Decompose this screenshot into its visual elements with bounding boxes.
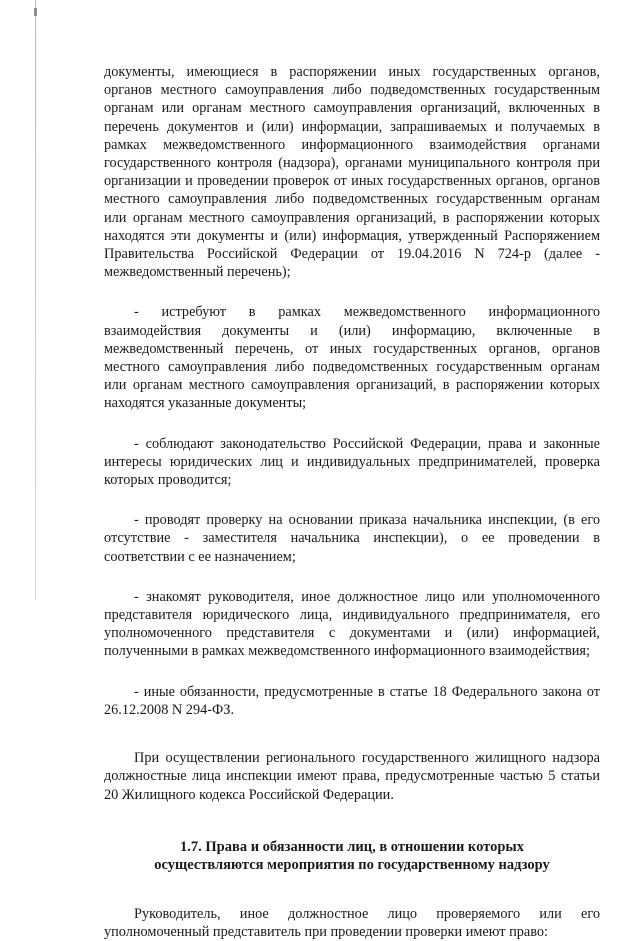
document-page — [104, 63, 600, 941]
intro-paragraph: документы, имеющиеся в распоряжении иных государственных органов, органов местного самоуправления либо подведомственных государственным органам или органам местного самоуправления организаций, включенных в перечень документов и (или) информации, запрашиваемых и получаемых в рамках межведомственного информационного взаимодействия органами государственного контроля (надзора), органами муниципального контроля при организации и проведении проверок от иных государственных органов, органов местного самоуправления либо подведомственных государственным органам или органам местного самоуправления организаций, в распоряжении которых находятся эти документы и (или) информация, утвержденный Распоряжением Правительства Российской Федерации от 19.04.2016 N 724-р (далее - межведомственный перечень); — [104, 64, 600, 281]
section-heading — [104, 838, 600, 875]
closing-paragraph: Руководитель, иное должностное лицо проверяемого или его уполномоченный представитель при проведении проверки имеют право: — [104, 905, 600, 940]
section-heading-line1: 1.7. Права и обязанности лиц, в отношении которых — [180, 838, 524, 855]
list-item-other-duties: - иные обязанности, предусмотренные в статье 18 Федерального закона от 26.12.2008 N 294-ФЗ. — [104, 683, 600, 718]
list-item-request-documents: - истребуют в рамках межведомственного информационного взаимодействия документы и (или) информацию, включенные в межведомственный перечень, от иных государственных органов, органов местного самоуправления либо подведомственных государственным органам или органам местного самоуправления организаций, в распоряжении которых находятся указанные документы; — [104, 304, 600, 412]
list-item-conduct-inspection: - проводят проверку на основании приказа начальника инспекции, (в его отсутствие - заместителя начальника инспекции), о ее проведении в соответствии с ее назначением; — [104, 512, 600, 565]
rights-paragraph: При осуществлении регионального государственного жилищного надзора должностные лица инспекции имеют права, предусмотренные частью 5 статьи 20 Жилищного кодекса Российской Федерации. — [104, 750, 600, 803]
list-item-observe-law: - соблюдают законодательство Российской Федерации, права и законные интересы юридических лиц и индивидуальных предпринимателей, проверка которых проводится; — [104, 435, 600, 489]
section-heading-line2: осуществляются мероприятия по государственному надзору — [154, 857, 550, 874]
scan-edge-line — [35, 0, 36, 600]
list-item-familiarize: - знакомят руководителя, иное должностное лицо или уполномоченного представителя юридического лица, индивидуального предпринимателя, его уполномоченного представителя с документами и (или) информацией, полученными в рамках межведомственного информационного взаимодействия; — [104, 588, 600, 660]
scan-edge-tick — [34, 8, 37, 16]
